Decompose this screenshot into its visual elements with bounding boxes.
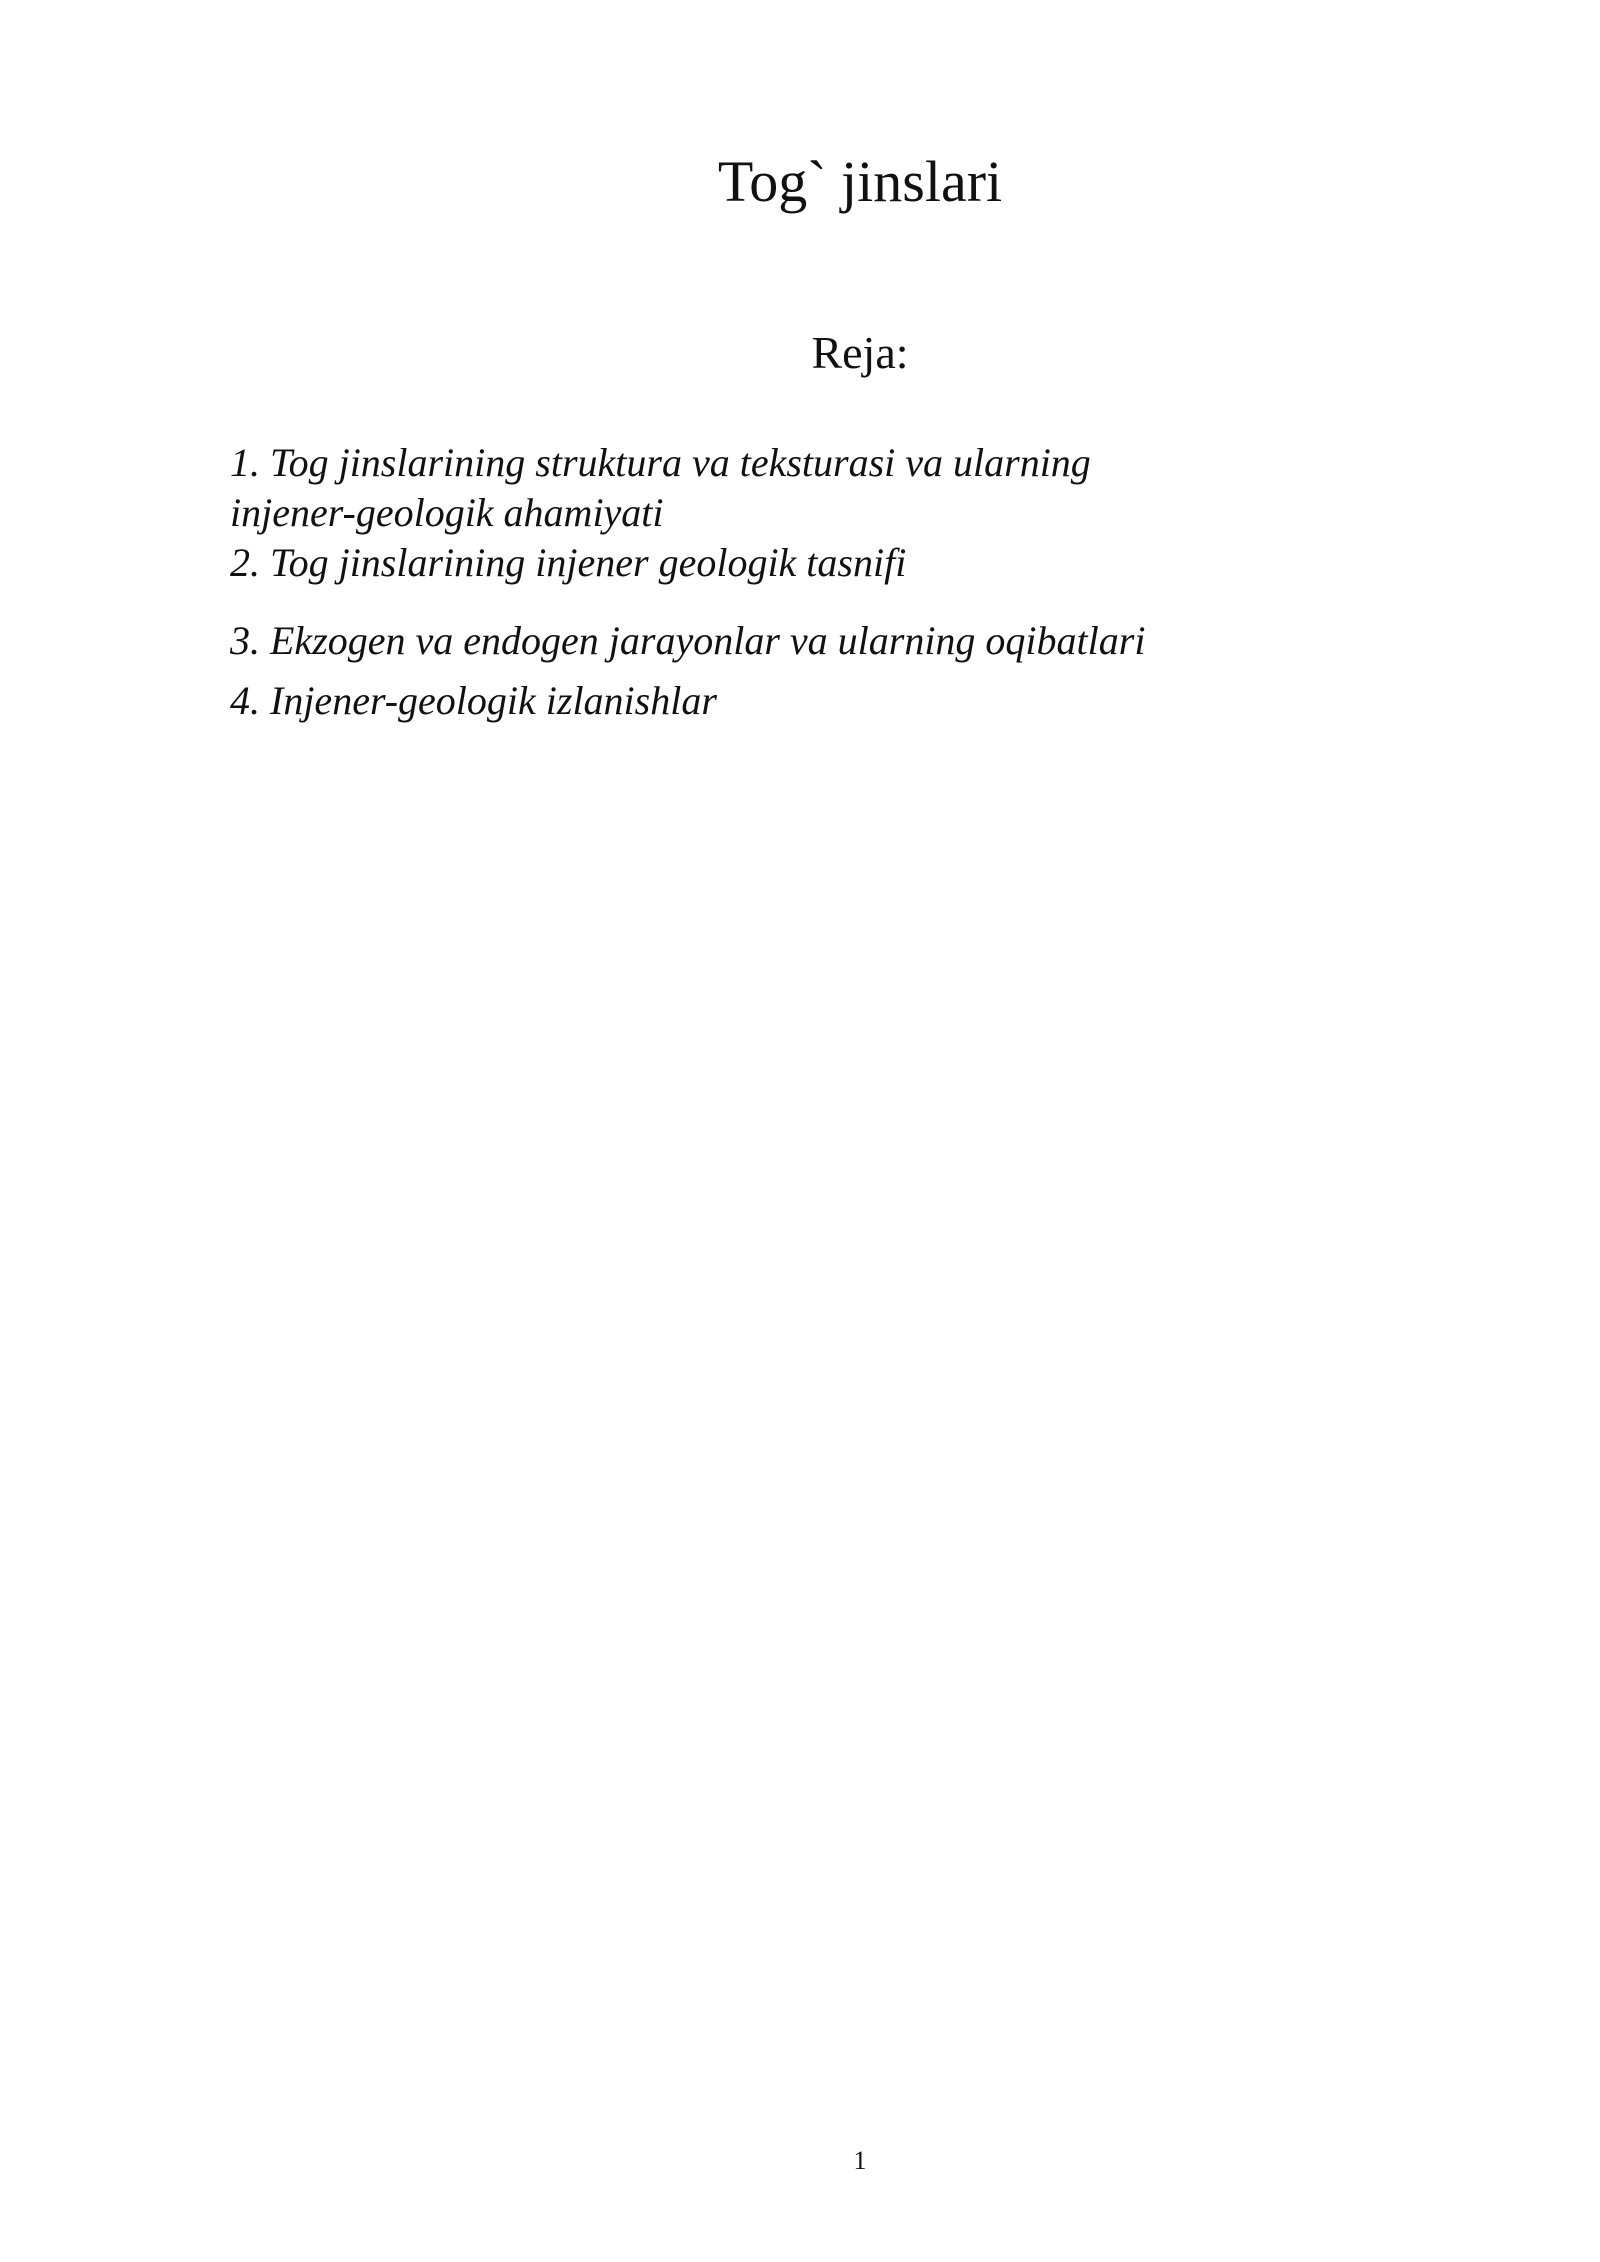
page-number: 1	[853, 2146, 867, 2175]
plan-heading: Reja:	[811, 327, 909, 378]
plan-item-1-line-1: 1. Tog jinslarining struktura va teksturasi va ularning	[230, 440, 1091, 485]
plan-item-1-line-2: injener-geologik ahamiyati	[230, 490, 664, 535]
plan-list	[230, 438, 1350, 726]
plan-item-3: 3. Ekzogen va endogen jarayonlar va ularning oqibatlari	[230, 618, 1146, 663]
plan-item-4: 4. Injener-geologik izlanishlar	[230, 678, 717, 723]
plan-item-2: 2. Tog jinslarining injener geologik tasnifi	[230, 540, 907, 585]
document-title: Tog` jinslari	[717, 149, 1003, 214]
